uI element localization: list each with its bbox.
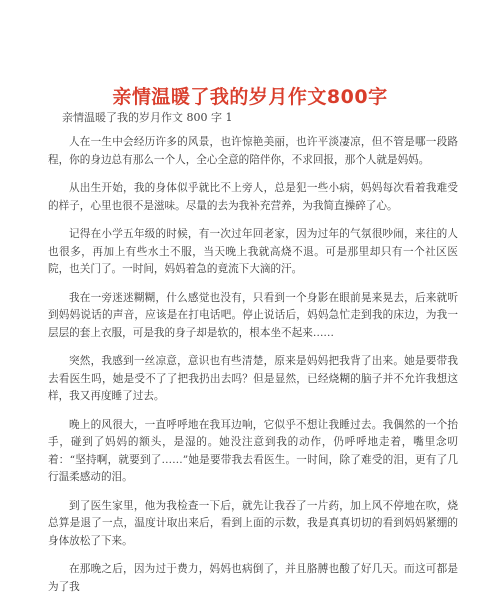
article-body [48, 134, 458, 607]
paragraph: 从出生开始，我的身体似乎就比不上旁人，总是犯一些小病，妈妈每次看着我难受的样子，心里也很不是滋味。尽量的去为我补充营养，为我简直操碎了心。 [48, 182, 458, 212]
paragraph: 突然，我感到一丝凉意，意识也有些清楚，原来是妈妈把我背了出来。她是要带我去看医生吗，她是受不了了把我扔出去吗？但是显然，已经烧糊的脑子并不允许我想这样，我又再度睡了过去。 [48, 355, 458, 402]
article-title: 亲情温暖了我的岁月作文800字 [112, 85, 388, 108]
article-subtitle: 亲情温暖了我的岁月作文 800 字 1 [62, 111, 233, 124]
paragraph: 到了医生家里，他为我检查一下后，就先让我吞了一片药，加上风不停地在吹，烧总算是退了一点，温度计取出来后，看到上面的示数，我是真真切切的看到妈妈紧绷的身体放松了下来。 [48, 499, 458, 547]
paragraph: 人在一生中会经历许多的风景，也许惊艳美丽，也许平淡凄凉，但不管是哪一段路程，你的身边总有那么一个人，全心全意的陪伴你，不求回报，那个人就是妈妈。 [48, 136, 458, 166]
paragraph: 我在一旁迷迷糊糊，什么感觉也没有，只看到一个身影在眼前晃来晃去，后来就听到妈妈说话的声音，应该是在打电话吧。停止说话后，妈妈急忙走到我的床边，为我一层层的套上衣服，可是我的身子却是软的，根本坐不起来…… [48, 291, 458, 339]
paragraph: 在那晚之后，因为过于费力，妈妈也病倒了，并且胳膊也酸了好几天。而这可都是为了我 [48, 563, 458, 593]
paragraph: 记得在小学五年级的时候，有一次过年回老家，因为过年的气氛很吵闹，来往的人也很多，再加上有些水土不服，当天晚上我就高烧不退。可是那里却只有一个社区医院，也关门了。一时间，妈妈着急的竟流下大滴的汗。 [48, 228, 458, 275]
paragraph: 晚上的风很大，一直呼呼地在我耳边响，它似乎不想让我睡过去。我偶然的一个抬手，碰到了妈妈的额头，是湿的。她没注意到我的动作，仍呼呼地走着，嘴里念叨着：“坚持啊，就要到了……”她是要带我去看医生。一时间，除了难受的泪，更有了几行温柔感动的泪。 [48, 418, 458, 483]
